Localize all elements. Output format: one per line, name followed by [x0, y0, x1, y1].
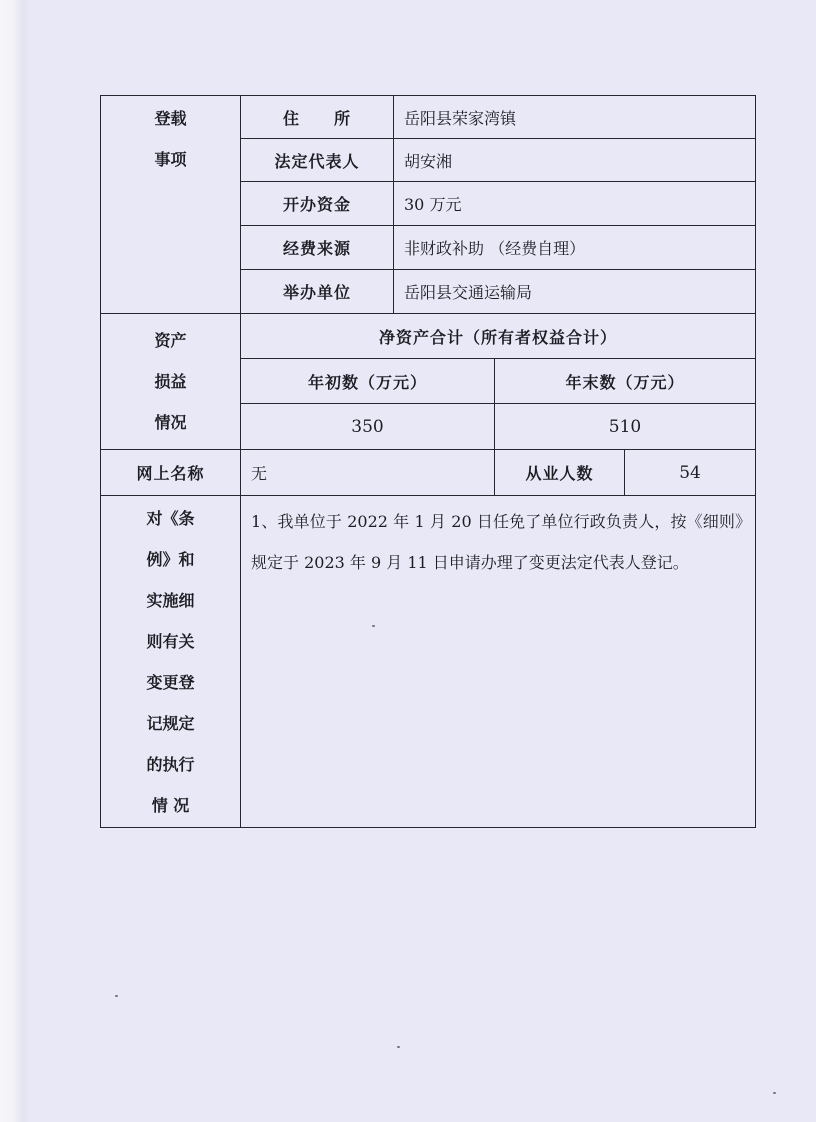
- compliance-label: [101, 496, 241, 828]
- staff-count-label: 从业人数: [495, 450, 625, 496]
- online-name-label: 网上名称: [101, 450, 241, 496]
- compliance-label-line: 例》和: [146, 550, 195, 569]
- funding-source-value: 非财政补助 （经费自理）: [394, 226, 756, 270]
- compliance-label-line: 实施细: [146, 591, 195, 610]
- registration-section-label: [101, 96, 241, 314]
- assets-section-label: [101, 314, 241, 450]
- legal-rep-value: 胡安湘: [394, 139, 756, 182]
- scan-edge-shadow: [0, 0, 30, 1122]
- scan-speck: [372, 625, 375, 627]
- sponsor-value: 岳阳县交通运输局: [394, 270, 756, 314]
- compliance-label-line: 变更登: [146, 673, 195, 692]
- section-label-line: 损益: [154, 372, 187, 391]
- funding-source-label: 经费来源: [241, 226, 394, 270]
- compliance-label-line: 记规定: [146, 714, 195, 733]
- scan-speck: [773, 1092, 776, 1094]
- section-label-line: 登载: [154, 109, 187, 128]
- compliance-text: 1、我单位于 2022 年 1 月 20 日任免了单位行政负责人，按《细则》规定于 2023 年 9 月 11 日申请办理了变更法定代表人登记。: [241, 496, 756, 828]
- end-year-value: 510: [495, 404, 756, 450]
- capital-label: 开办资金: [241, 182, 394, 226]
- compliance-label-line: 则有关: [146, 632, 195, 651]
- net-assets-header: 净资产合计（所有者权益合计）: [241, 314, 756, 359]
- scan-speck: [397, 1046, 400, 1048]
- row-address: [101, 96, 756, 139]
- row-assets-header: [101, 314, 756, 359]
- registration-table: [100, 95, 756, 828]
- begin-year-value: 350: [241, 404, 495, 450]
- end-year-label: 年末数（万元）: [495, 359, 756, 404]
- row-compliance: [101, 496, 756, 828]
- scan-speck: [115, 995, 118, 997]
- compliance-label-line: 的执行: [146, 755, 195, 774]
- section-label-line: 资产: [154, 331, 187, 350]
- address-value: 岳阳县荣家湾镇: [394, 96, 756, 139]
- online-name-value: 无: [241, 450, 495, 496]
- compliance-label-line: 情 况: [151, 796, 190, 815]
- section-label-line: 情况: [154, 413, 187, 432]
- address-label: 住 所: [241, 96, 394, 139]
- begin-year-label: 年初数（万元）: [241, 359, 495, 404]
- sponsor-label: 举办单位: [241, 270, 394, 314]
- capital-value: 30 万元: [394, 182, 756, 226]
- staff-count-value: 54: [625, 450, 756, 496]
- compliance-label-line: 对《条: [146, 509, 195, 528]
- legal-rep-label: 法定代表人: [241, 139, 394, 182]
- section-label-line: 事项: [154, 150, 187, 169]
- row-online-name: [101, 450, 756, 496]
